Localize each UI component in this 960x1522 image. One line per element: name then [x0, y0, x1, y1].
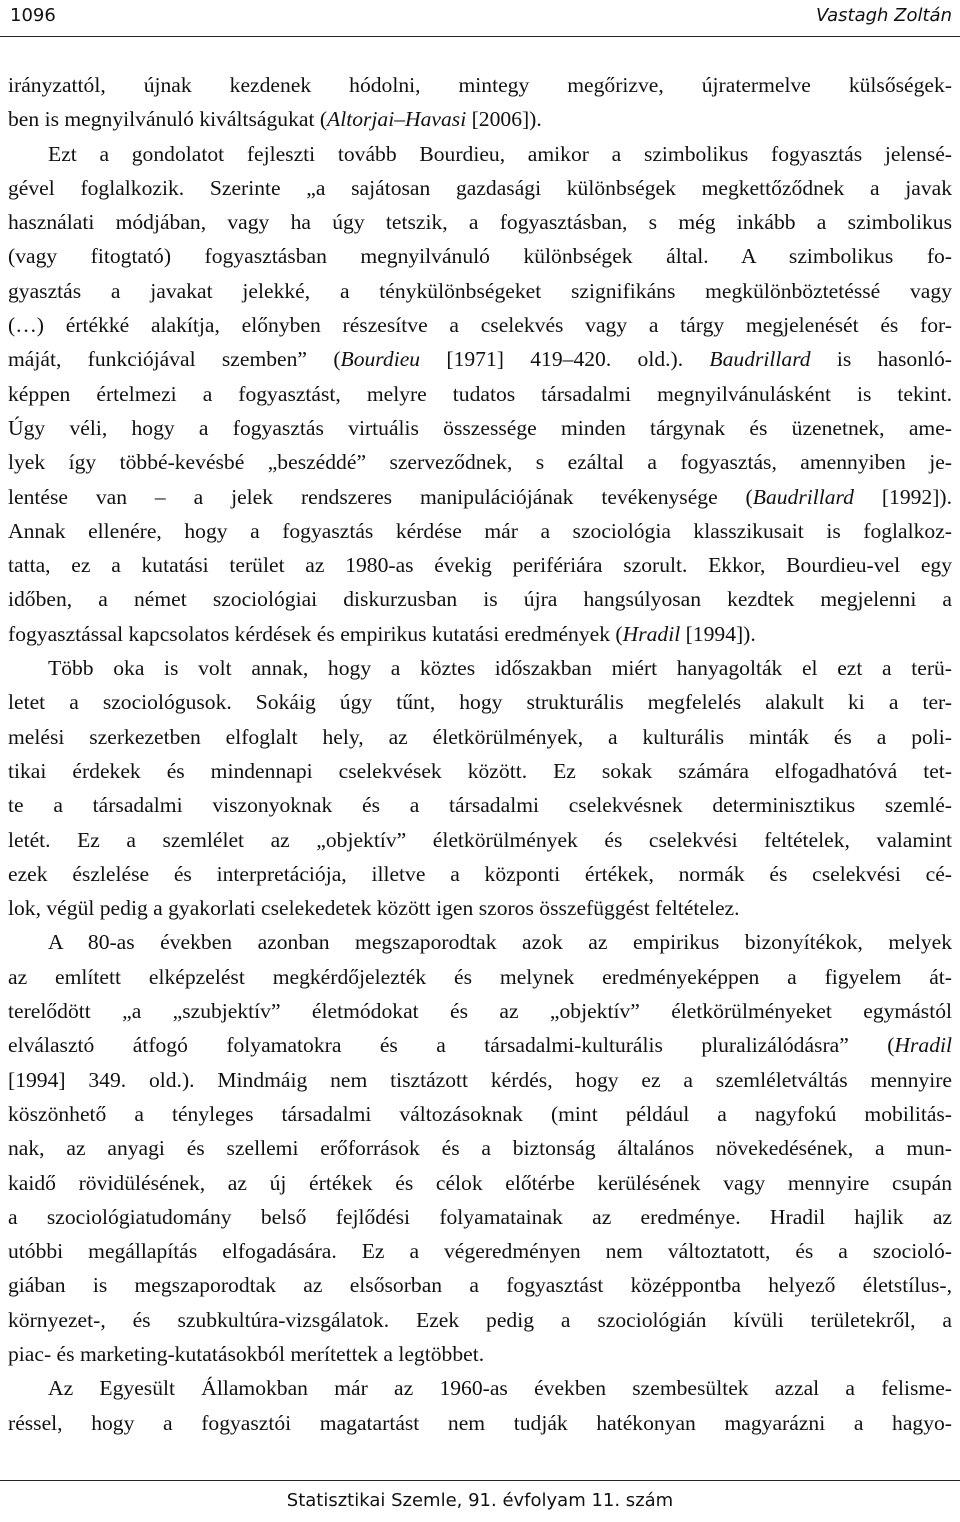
text-run: ben is megnyilvánuló kiváltságukat ( — [8, 107, 328, 132]
text-line — [8, 1406, 952, 1440]
text-run: köszönhető a tényleges társadalmi változásoknak (mint például a nagyfokú mobilitás- — [8, 1101, 952, 1126]
text-run: az említett elképzelést megkérdőjelezték és melynek eredményeképpen a figyelem át- — [8, 964, 952, 989]
text-run: letet a szociológusok. Sokáig úgy tűnt, hogy strukturális megfelelés alakult ki a ter- — [8, 690, 952, 715]
text-run: te a társadalmi viszonyoknak és a társadalmi cselekvésnek determinisztikus szemlé- — [8, 793, 952, 818]
text-run: réssel, hogy a fogyasztói magatartást nem tudják hatékonyan magyarázni a hagyo- — [8, 1410, 952, 1435]
text-run: [1994] 349. old.). Mindmáig nem tisztázott kérdés, hogy ez a szemléletváltás mennyire — [8, 1067, 952, 1092]
text-line — [8, 548, 952, 582]
text-run: használati módjában, vagy ha úgy tetszik, a fogyasztásban, s még inkább a szimbolikus — [8, 210, 952, 235]
text-line — [8, 1028, 952, 1062]
text-line — [8, 582, 952, 616]
text-run: a szociológiatudomány belső fejlődési folyamatainak az eredménye. Hradil hajlik az — [8, 1204, 952, 1229]
text-run: melési szerkezetben elfoglalt hely, az életkörülmények, a kulturális minták és a poli- — [8, 724, 952, 749]
text-run: is hasonló- — [810, 347, 952, 372]
text-line — [8, 651, 952, 685]
text-line — [8, 617, 952, 651]
text-line — [8, 1268, 952, 1302]
text-run: gével foglalkozik. Szerinte „a sajátosan gazdasági különbségek megkettőződnek a javak — [8, 175, 952, 200]
text-line — [8, 925, 952, 959]
text-line — [8, 377, 952, 411]
text-line — [8, 274, 952, 308]
running-author: Vastagh Zoltán — [815, 5, 952, 26]
text-run: [1994]). — [680, 621, 756, 646]
text-run: Több oka is volt annak, hogy a köztes időszakban miért hanyagolták el ezt a terü- — [48, 656, 952, 681]
text-run: lyek így többé-kevésbé „beszéddé” szerveződnek, s ezáltal a fogyasztás, amennyiben je- — [8, 450, 952, 475]
text-run: terelődött „a „szubjektív” életmódokat és az „objektív” életkörülményeket egymástól — [8, 999, 952, 1024]
text-line — [8, 342, 952, 376]
text-run: kaidő rövidülésének, az új értékek és célok előtérbe kerülésének vagy mennyire csupán — [8, 1170, 952, 1195]
text-line — [8, 994, 952, 1028]
text-line — [8, 823, 952, 857]
text-run: lentése van – a jelek rendszeres manipulációjának tevékenysége ( — [8, 484, 753, 509]
text-run: irányzattól, újnak kezdenek hódolni, mintegy megőrizve, újratermelve külsőségek- — [8, 73, 952, 97]
italic-citation: Altorjai–Havasi — [327, 107, 467, 132]
italic-citation: Baudrillard — [752, 484, 854, 509]
text-run: [1971] 419–420. old.). — [420, 347, 710, 372]
text-line — [8, 788, 952, 822]
text-line — [8, 960, 952, 994]
text-line — [8, 1131, 952, 1165]
text-line — [8, 1063, 952, 1097]
text-run: nak, az anyagi és szellemi erőforrások és a biztonság általános növekedésének, a mun- — [8, 1136, 952, 1161]
text-line — [8, 857, 952, 891]
running-header — [0, 0, 960, 37]
text-run: fogyasztással kapcsolatos kérdések és empirikus kutatási eredmények ( — [8, 621, 623, 646]
text-run: ezek észlelése és interpretációja, illetve a központi értékek, normák és cselekvési cé- — [8, 861, 952, 886]
text-line — [8, 411, 952, 445]
text-run: [2006]). — [466, 107, 542, 132]
text-run: elválasztó átfogó folyamatokra és a társadalmi-kulturális pluralizálódásra” ( — [8, 1033, 895, 1058]
text-run: [1992]). — [853, 484, 953, 509]
text-run: Annak ellenére, hogy a fogyasztás kérdése már a szociológia klasszikusait is foglalkoz- — [8, 518, 952, 543]
italic-citation: Bourdieu — [340, 347, 421, 372]
text-line — [8, 754, 952, 788]
text-run: (…) értékké alakítja, előnyben részesítve a cselekvés vagy a tárgy megjelenését és for- — [8, 313, 952, 338]
text-run: utóbbi megállapítás elfogadására. Ez a végeredményen nem változtatott, és a szocioló- — [8, 1239, 952, 1264]
text-line — [8, 68, 952, 102]
text-line — [8, 1200, 952, 1234]
text-line — [8, 1337, 952, 1371]
italic-citation: Baudrillard — [709, 347, 811, 372]
text-line — [8, 102, 952, 136]
text-line — [8, 1234, 952, 1268]
text-run: máját, funkciójával szemben” ( — [8, 347, 341, 372]
text-line — [8, 445, 952, 479]
text-run: A 80-as években azonban megszaporodtak azok az empirikus bizonyítékok, melyek — [48, 930, 952, 955]
running-footer — [0, 1480, 960, 1522]
text-line — [8, 685, 952, 719]
text-run: Úgy véli, hogy a fogyasztás virtuális összessége minden tárgynak és üzenetnek, ame- — [8, 415, 952, 440]
text-line — [8, 205, 952, 239]
text-run: piac- és marketing-kutatásokból merítettek a legtöbbet. — [8, 1341, 485, 1366]
text-line — [8, 891, 952, 925]
text-line — [8, 1166, 952, 1200]
text-run: gyasztás a javakat jelekké, a ténykülönbségeket szignifikáns megkülönböztetéssé vagy — [8, 278, 952, 303]
text-run: tatta, ez a kutatási terület az 1980-as évekig perifériára szorult. Ekkor, Bourdieu-vel egy — [8, 553, 952, 578]
text-run: képpen értelmezi a fogyasztást, melyre tudatos társadalmi megnyilvánulásként is tekint. — [8, 381, 952, 406]
text-run: (vagy fitogtató) fogyasztásban megnyilvánuló különbségek által. A szimbolikus fo- — [8, 244, 952, 269]
italic-citation: Hradil — [622, 621, 681, 646]
text-line — [8, 308, 952, 342]
journal-citation: Statisztikai Szemle, 91. évfolyam 11. szám — [286, 1490, 674, 1511]
text-run: letét. Ez a szemlélet az „objektív” életkörülmények és cselekvési feltételek, valamint — [8, 827, 952, 852]
text-run: lok, végül pedig a gyakorlati cselekedetek között igen szoros összefüggést feltételez. — [8, 896, 740, 921]
text-run: giában is megszaporodtak az elsősorban a fogyasztást középpontba helyező életstílus-, — [8, 1273, 952, 1298]
text-line — [8, 137, 952, 171]
text-line — [8, 1097, 952, 1131]
italic-citation: Hradil — [894, 1033, 952, 1058]
text-run: Ezt a gondolatot fejleszti tovább Bourdieu, amikor a szimbolikus fogyasztás jelensé- — [48, 141, 952, 166]
text-line — [8, 720, 952, 754]
text-line — [8, 1371, 952, 1405]
text-line — [8, 171, 952, 205]
text-run: Az Egyesült Államokban már az 1960-as években szembesültek azzal a felisme- — [48, 1376, 952, 1401]
page-number: 1096 — [10, 5, 56, 26]
text-line — [8, 1303, 952, 1337]
text-run: időben, a német szociológiai diskurzusban is újra hangsúlyosan kezdtek megjelenni a — [8, 587, 952, 612]
body-text — [8, 68, 952, 1440]
text-line — [8, 480, 952, 514]
text-line — [8, 514, 952, 548]
text-line — [8, 239, 952, 273]
text-run: környezet-, és szubkultúra-vizsgálatok. Ezek pedig a szociológián kívüli területekről, a — [8, 1307, 952, 1332]
text-run: tikai érdekek és mindennapi cselekvések között. Ez sokak számára elfogadhatóvá tet- — [8, 758, 952, 783]
